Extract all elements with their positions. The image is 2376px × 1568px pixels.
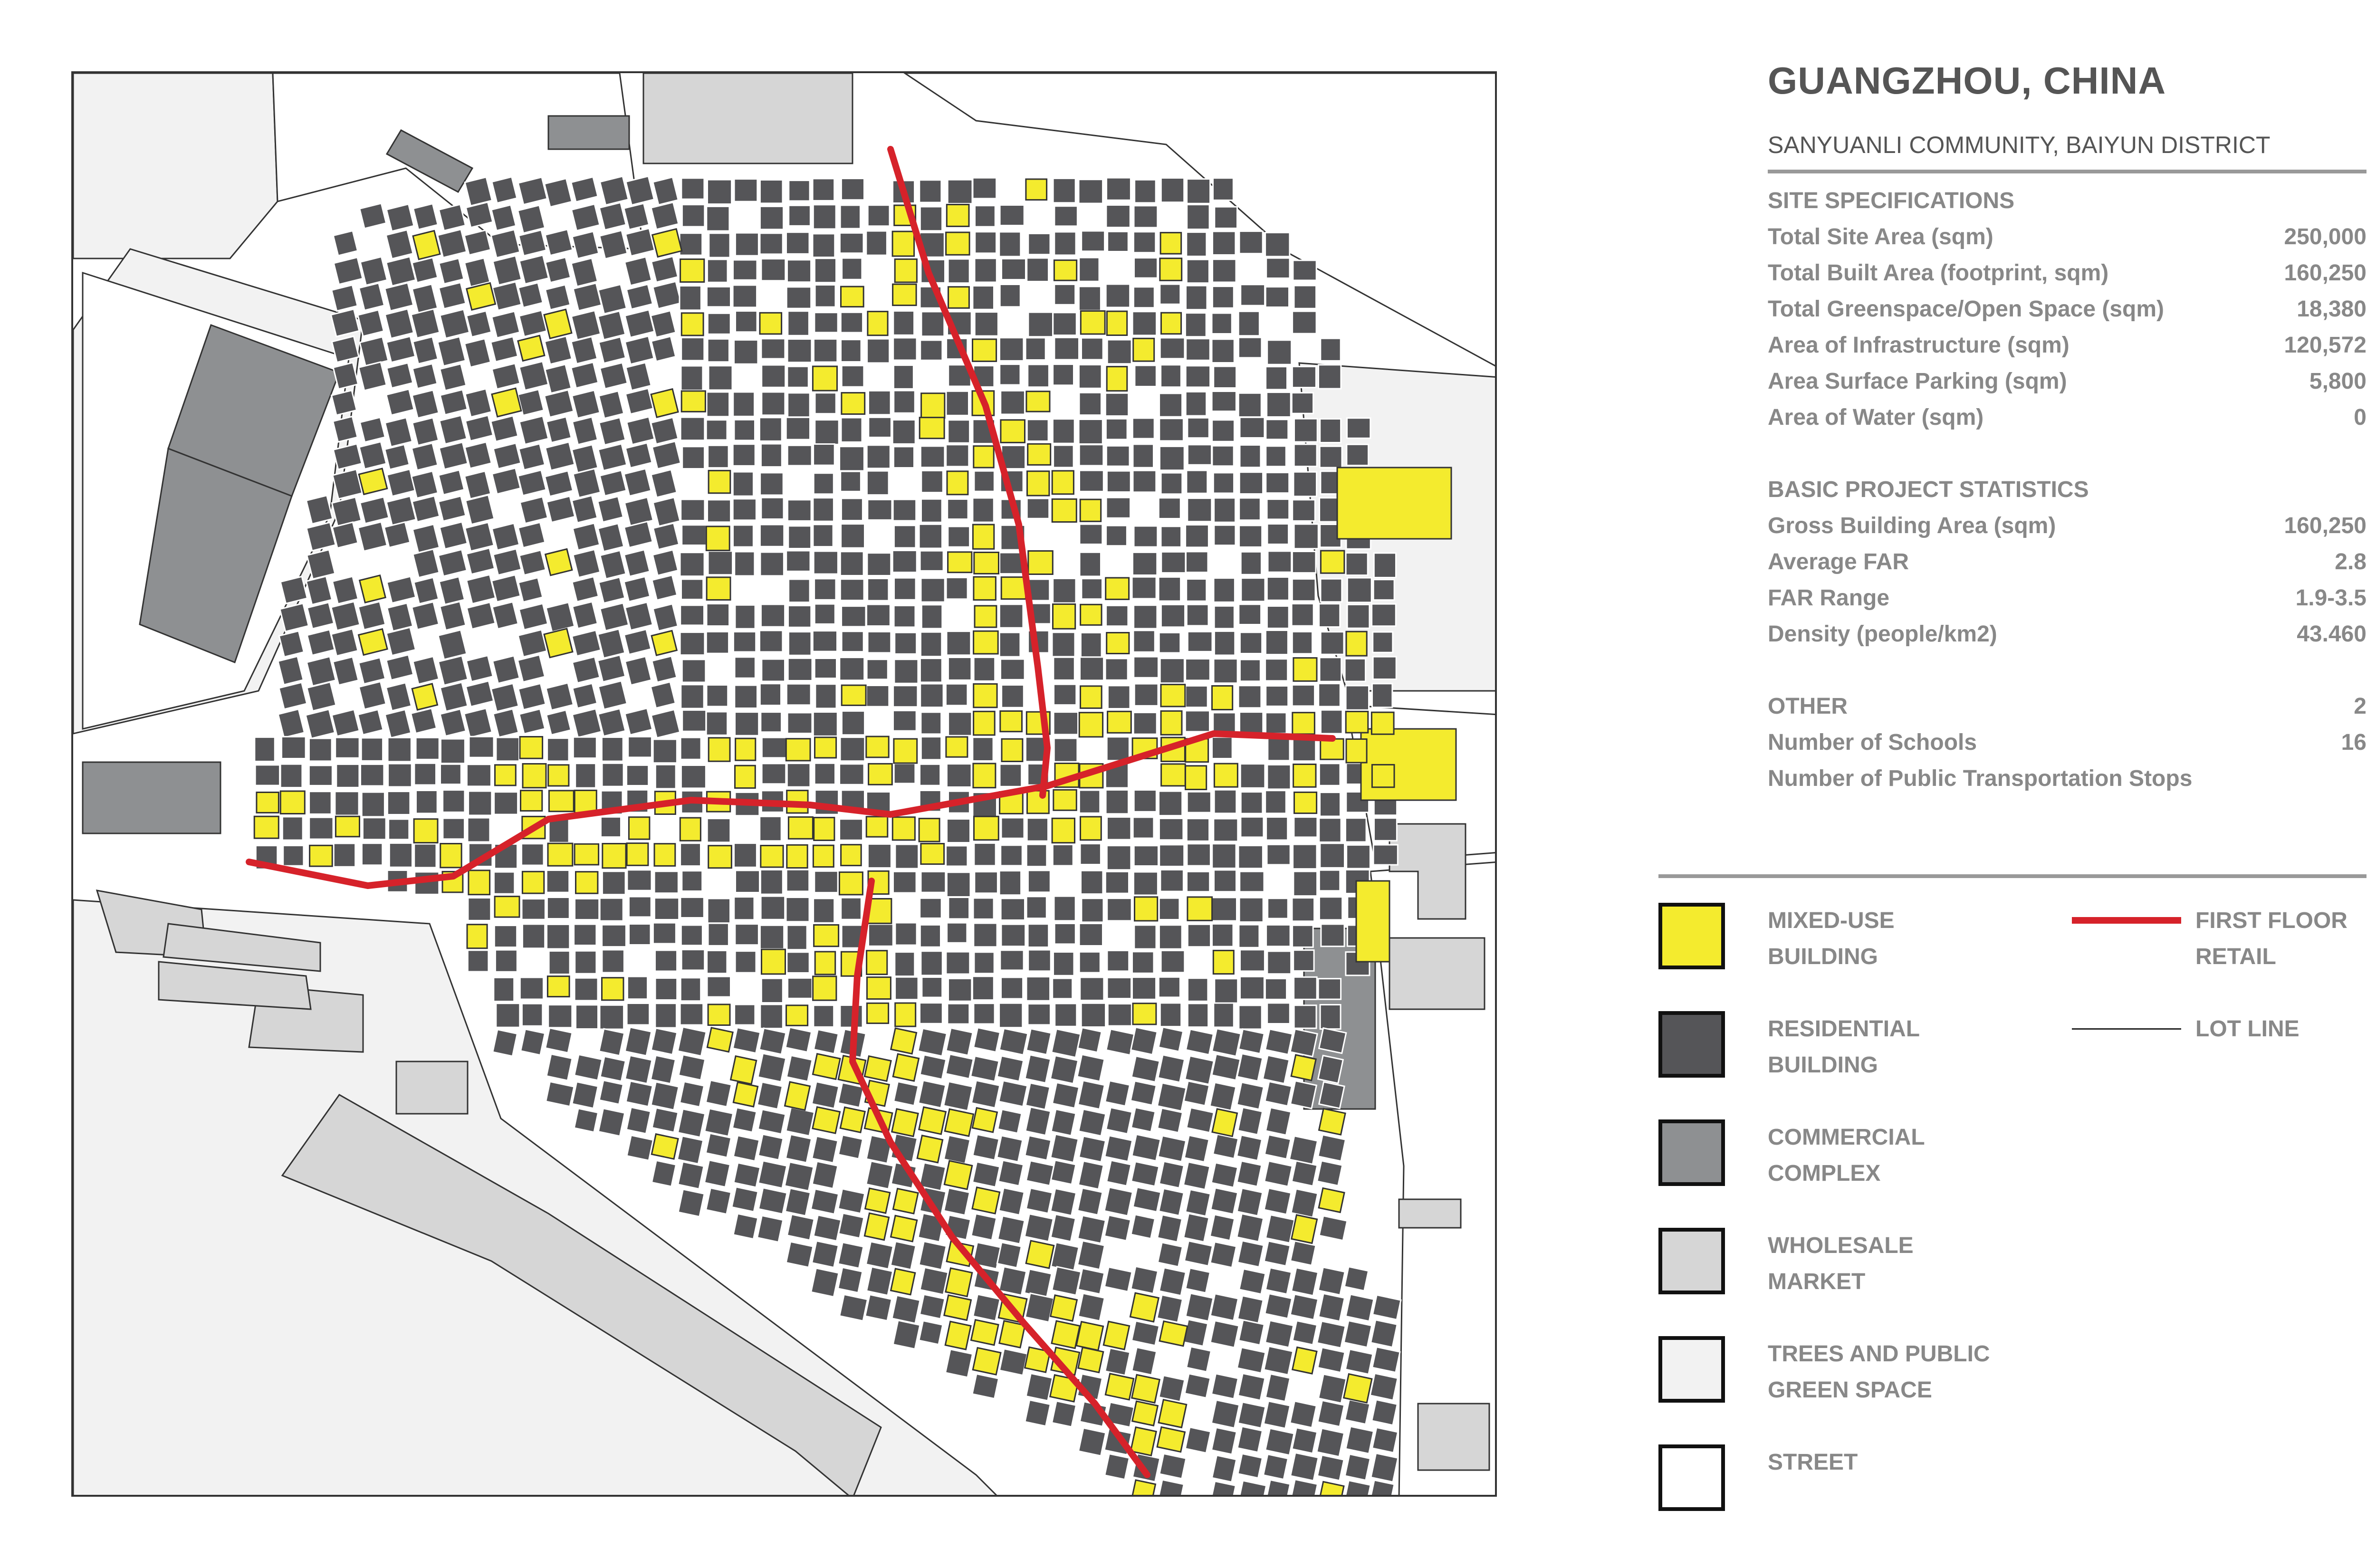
site-map <box>71 71 1497 1497</box>
stat-value: 43.460 <box>2297 621 2366 647</box>
stat-row <box>1768 544 2366 580</box>
spec-value: 18,380 <box>2297 296 2366 322</box>
divider <box>1768 170 2366 173</box>
wholesale-swatch <box>1658 1228 1725 1294</box>
stat-value: 2.8 <box>2335 549 2366 574</box>
legend-label: COMMERCIAL COMPLEX <box>1768 1125 1925 1186</box>
other-label: Number of Schools <box>1768 730 1977 755</box>
legend-label: RESIDENTIAL BUILDING <box>1768 1016 1920 1078</box>
legend-label: LOT LINE <box>2195 1016 2299 1042</box>
stat-value: 160,250 <box>2284 513 2366 538</box>
spec-row <box>1768 400 2366 436</box>
stat-label: Gross Building Area (sqm) <box>1768 513 2056 538</box>
stat-value: 1.9-3.5 <box>2295 585 2366 611</box>
spec-row <box>1768 363 2366 400</box>
map-legend <box>1658 874 2366 1475</box>
green-space-swatch <box>1658 1336 1725 1403</box>
legend-label: STREET <box>1768 1450 1858 1475</box>
other-title-row <box>1768 688 2366 725</box>
stat-row <box>1768 580 2366 616</box>
other-label: Number of Public Transportation Stops <box>1768 766 2193 791</box>
stat-label: FAR Range <box>1768 585 1890 611</box>
spec-row <box>1768 291 2366 327</box>
page-title: GUANGZHOU, CHINA <box>1768 59 2166 102</box>
divider <box>1658 874 2366 878</box>
stat-row <box>1768 616 2366 652</box>
spec-row <box>1768 255 2366 291</box>
spacer <box>1768 436 2366 472</box>
other-value: 2 <box>2354 694 2366 719</box>
spec-row <box>1768 219 2366 255</box>
section-title: OTHER <box>1768 694 1848 719</box>
commercial-swatch <box>1658 1119 1725 1186</box>
spec-value: 120,572 <box>2284 333 2366 358</box>
retail-line-sample <box>2072 917 2181 924</box>
page-subtitle: SANYUANLI COMMUNITY, BAIYUN DISTRICT <box>1768 132 2271 158</box>
other-row <box>1768 761 2366 797</box>
spec-value: 5,800 <box>2309 369 2366 394</box>
section-title: SITE SPECIFICATIONS <box>1768 188 2015 213</box>
section-title: BASIC PROJECT STATISTICS <box>1768 477 2089 502</box>
spec-label: Area of Infrastructure (sqm) <box>1768 333 2069 358</box>
street-swatch <box>1658 1444 1725 1511</box>
spec-label: Total Greenspace/Open Space (sqm) <box>1768 296 2165 322</box>
info-panel <box>1768 57 2366 797</box>
other-value: 16 <box>2341 730 2366 755</box>
basic-project-statistics <box>1768 472 2366 652</box>
spec-label: Area of Water (sqm) <box>1768 405 1984 430</box>
legend-label: TREES AND PUBLIC GREEN SPACE <box>1768 1341 1990 1403</box>
spec-value: 250,000 <box>2284 224 2366 249</box>
spec-value: 160,250 <box>2284 260 2366 286</box>
other-statistics <box>1768 688 2366 797</box>
spacer <box>1768 652 2366 688</box>
spec-label: Total Site Area (sqm) <box>1768 224 1993 249</box>
spec-value: 0 <box>2354 405 2366 430</box>
legend-label: FIRST FLOOR RETAIL <box>2195 908 2347 969</box>
site-specifications <box>1768 183 2366 436</box>
other-row <box>1768 725 2366 761</box>
stat-label: Average FAR <box>1768 549 1909 574</box>
lot-north-west <box>73 73 278 258</box>
spec-label: Total Built Area (footprint, sqm) <box>1768 260 2109 286</box>
spec-label: Area Surface Parking (sqm) <box>1768 369 2067 394</box>
lot-line-sample <box>2072 1028 2181 1030</box>
mixed-use-swatch <box>1658 903 1725 969</box>
spec-row <box>1768 327 2366 363</box>
residential-swatch <box>1658 1011 1725 1078</box>
stat-row <box>1768 508 2366 544</box>
site-map-drawing <box>73 73 1497 1497</box>
stat-label: Density (people/km2) <box>1768 621 1997 647</box>
legend-label: MIXED-USE BUILDING <box>1768 908 1895 969</box>
legend-label: WHOLESALE MARKET <box>1768 1233 1914 1294</box>
